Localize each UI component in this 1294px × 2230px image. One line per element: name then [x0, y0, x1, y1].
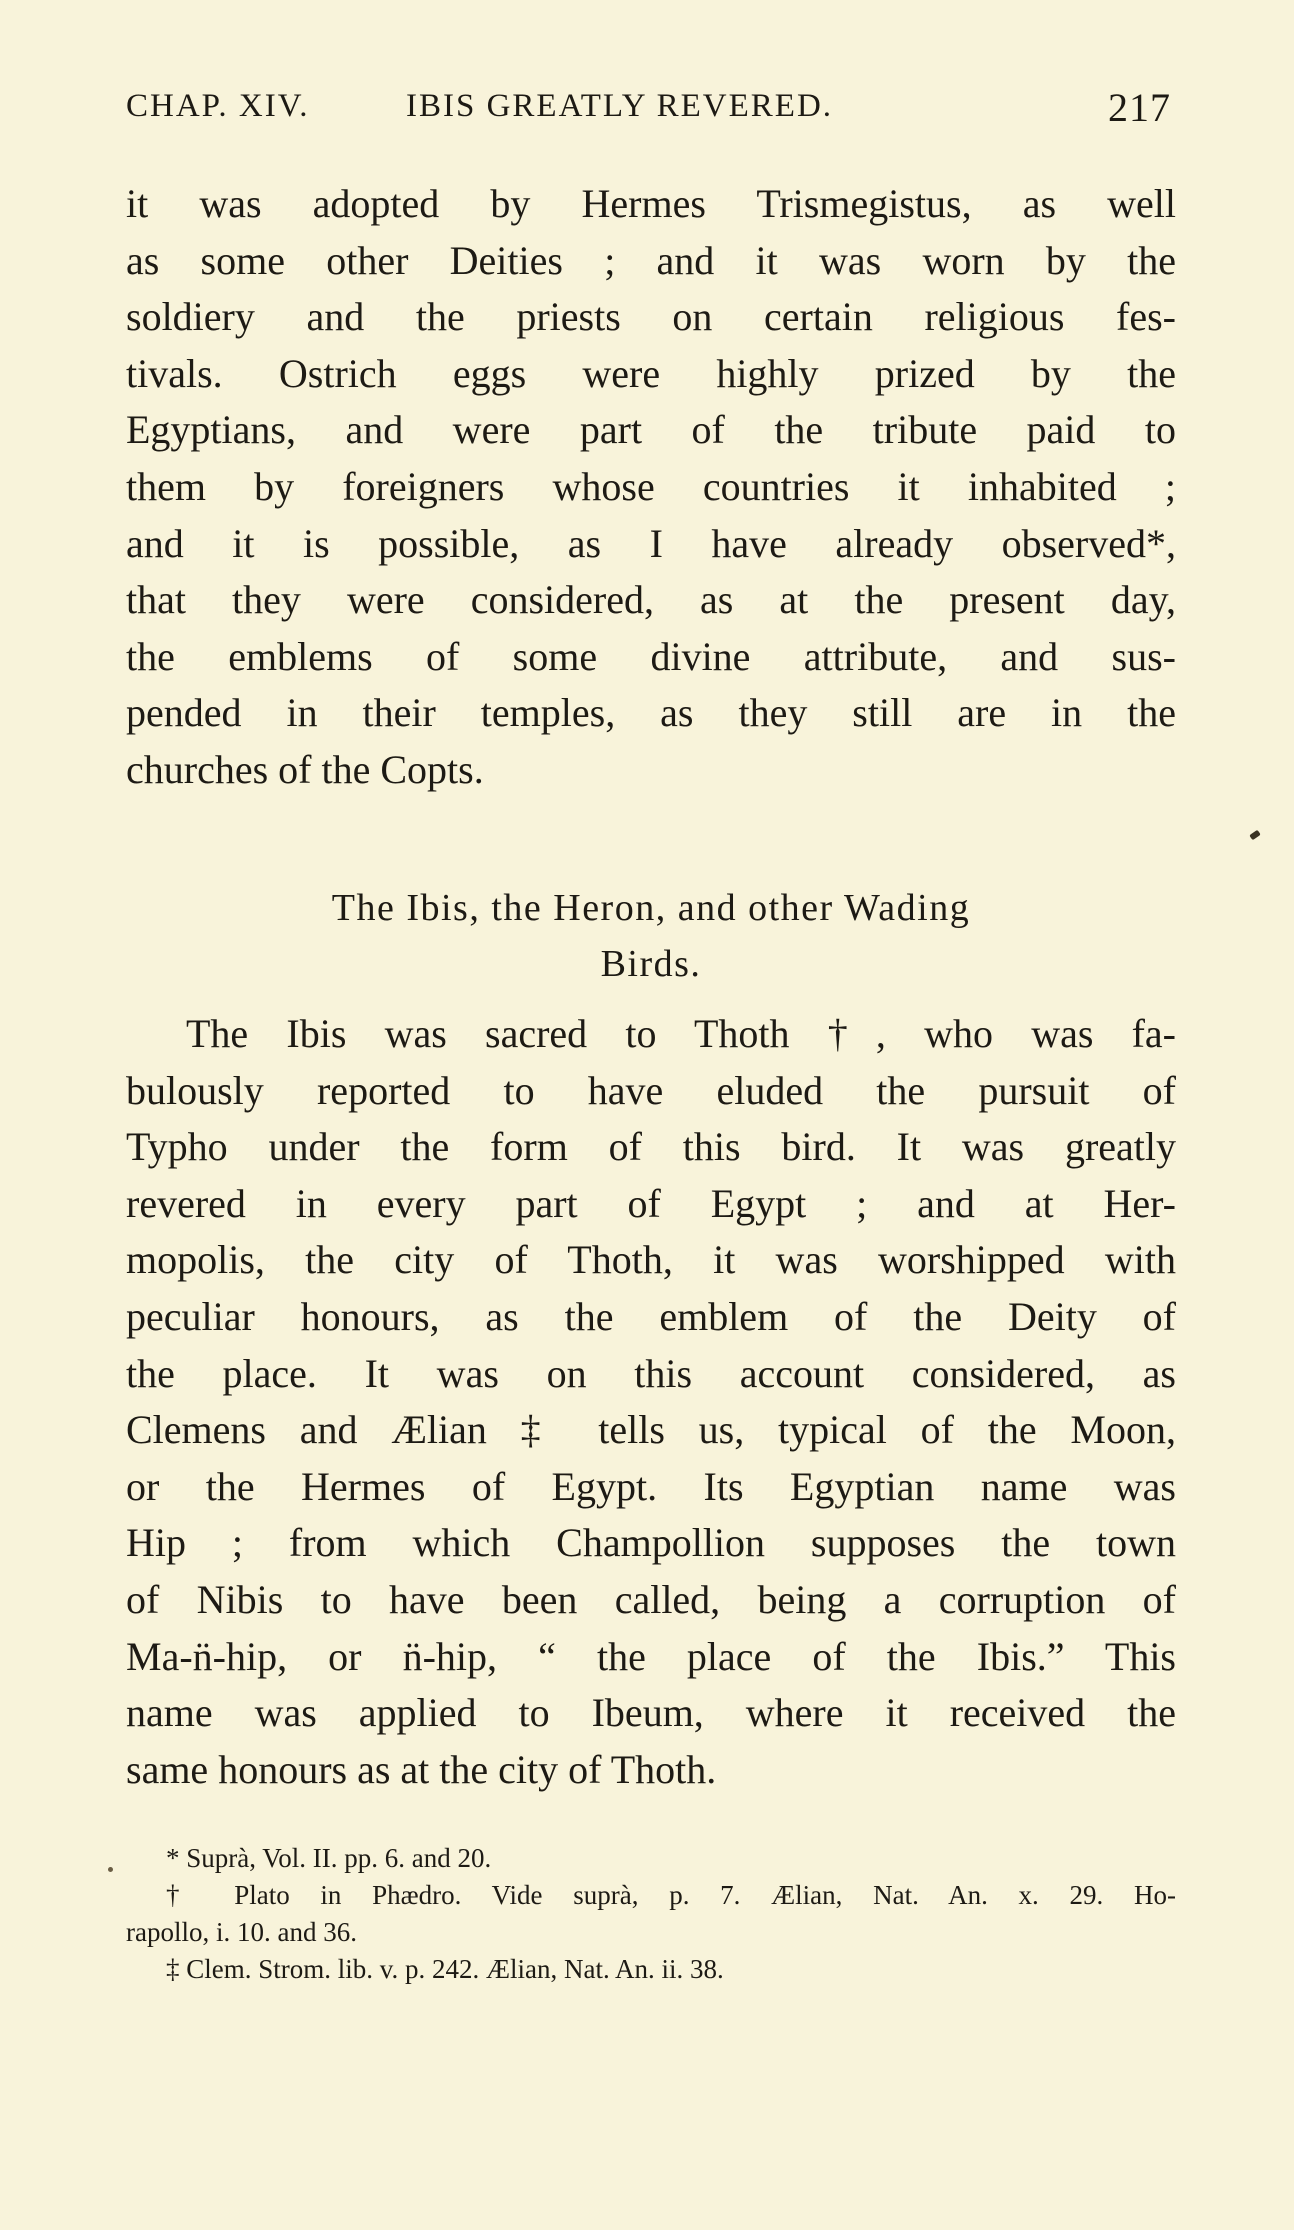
text-line: or the Hermes of Egypt. Its Egyptian name was — [126, 1463, 1176, 1509]
ink-mark — [1249, 830, 1261, 841]
text-line: Typho under the form of this bird. It was greatly — [126, 1124, 1176, 1170]
section-heading-line: Birds. — [600, 943, 702, 985]
text-line: as some other Deities ; and it was worn by the — [126, 237, 1176, 283]
text-line: Hip ; from which Champollion supposes the town — [126, 1520, 1176, 1566]
page-number: 217 — [1108, 85, 1171, 130]
text-line: and it is possible, as I have already observed*, — [126, 520, 1176, 566]
text-line: tivals. Ostrich eggs were highly prized by the — [126, 350, 1176, 396]
text-line: Clemens and Ælian ‡ tells us, typical of the Moon, — [126, 1407, 1176, 1453]
text-line: The Ibis was sacred to Thoth †, who was fa- — [186, 1011, 1176, 1056]
footnote: * Suprà, Vol. II. pp. 6. and 20. — [166, 1843, 492, 1873]
text-line: soldiery and the priests on certain religious fes- — [126, 294, 1176, 340]
paragraph-ostrich — [126, 176, 1176, 799]
text-line: bulously reported to have eluded the pursuit of — [126, 1067, 1176, 1113]
text-line: it was adopted by Hermes Trismegistus, as well — [126, 181, 1176, 226]
text-line: mopolis, the city of Thoth, it was worshipped with — [126, 1237, 1176, 1283]
text-line: same honours as at the city of Thoth. — [126, 1746, 717, 1792]
section-heading — [126, 880, 1176, 992]
paragraph-ibis — [126, 1006, 1176, 1798]
running-title: IBIS GREATLY REVERED. — [406, 88, 834, 124]
running-header — [126, 85, 1171, 134]
text-line: the place. It was on this account considered, as — [126, 1350, 1176, 1396]
footnotes — [126, 1840, 1176, 1988]
footnote: rapollo, i. 10. and 36. — [126, 1917, 357, 1947]
footnote: † Plato in Phædro. Vide suprà, p. 7. Ælian, Nat. An. x. 29. Ho- — [166, 1880, 1176, 1910]
footnote: ‡ Clem. Strom. lib. v. p. 242. Ælian, Nat. An. ii. 38. — [166, 1954, 724, 1984]
text-line: Ma-n̈-hip, or n̈-hip, “ the place of the Ibis.” This — [126, 1633, 1176, 1679]
text-line: them by foreigners whose countries it inhabited ; — [126, 463, 1176, 509]
text-line: churches of the Copts. — [126, 746, 484, 792]
text-line: the emblems of some divine attribute, and sus- — [126, 633, 1176, 679]
text-line: pended in their temples, as they still are in the — [126, 690, 1176, 736]
text-line: revered in every part of Egypt ; and at Her- — [126, 1180, 1176, 1226]
text-line: Egyptians, and were part of the tribute paid to — [126, 407, 1176, 453]
text-line: peculiar honours, as the emblem of the Deity of — [126, 1293, 1176, 1339]
section-heading-line: The Ibis, the Heron, and other Wading — [331, 887, 971, 929]
text-line: of Nibis to have been called, being a corruption of — [126, 1576, 1176, 1622]
ink-speck — [108, 1867, 113, 1872]
text-line: that they were considered, as at the present day, — [126, 577, 1176, 623]
chapter-label: CHAP. XIV. — [126, 88, 310, 124]
text-line: name was applied to Ibeum, where it received the — [126, 1690, 1176, 1736]
